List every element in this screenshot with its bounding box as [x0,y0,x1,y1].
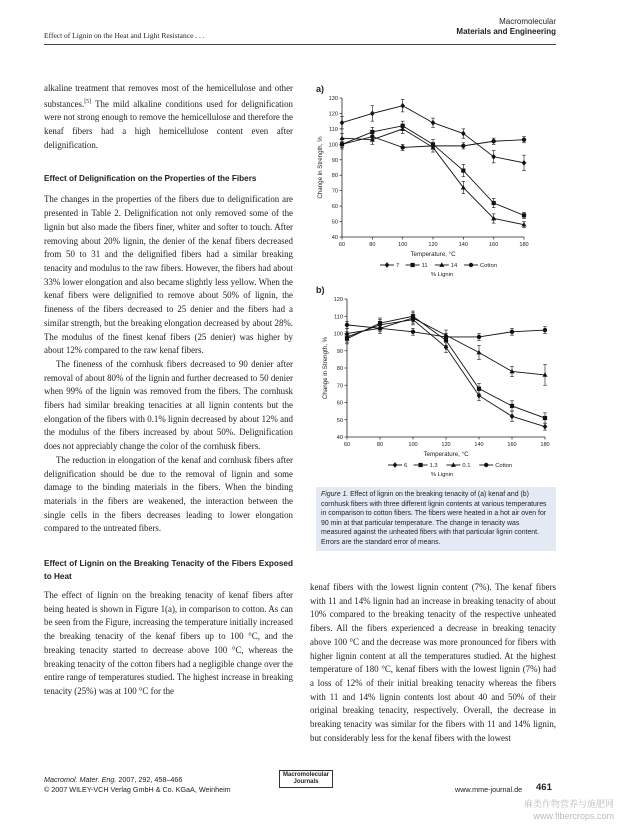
legend-label: 0.1 [462,463,471,469]
data-point [522,213,526,217]
legend-label: 1.3 [429,463,438,469]
data-point [419,463,423,467]
x-tick-label: 120 [428,242,438,248]
y-tick-label: 50 [331,219,338,226]
y-tick-label: 50 [336,417,343,424]
data-point [543,416,547,420]
x-tick-label: 120 [441,442,451,448]
data-point [378,326,382,330]
data-point [385,262,390,268]
running-title: Effect of Lignin on the Heat and Light Resistance . . . [44,31,205,40]
x-tick-label: 80 [376,442,384,448]
y-tick-label: 110 [329,126,338,133]
y-tick-label: 130 [328,96,338,102]
data-point [461,168,465,172]
legend-label: 7 [396,263,400,269]
data-point [484,463,488,467]
y-tick-label: 110 [334,314,343,321]
legend-item-11 [406,263,428,269]
citation [44,775,231,794]
y-tick-label: 100 [333,331,343,338]
x-tick-label: 100 [408,442,418,448]
legend-item-Cotton [479,463,512,469]
text-run: alkaline treatment that removes most of the hemicellulose and other substances. [44,83,293,109]
data-point [522,138,526,142]
data-point [370,111,375,117]
data-point [543,328,547,332]
x-tick-label: 140 [458,242,469,248]
data-point [340,120,345,126]
legend-item-6 [388,462,407,469]
figure-caption [316,487,556,551]
reference-marker[interactable]: [5] [84,98,92,105]
section-heading: Effect of Lignin on the Breaking Tenacity of the Fibers Exposed to Heat [44,559,293,582]
right-column [310,581,556,745]
y-axis-label: Change in Strength, % [322,336,329,400]
copyright: © 2007 WILEY-VCH Verlag GmbH & Co. KGaA, Weinheim [44,784,231,794]
x-axis-label: Temperature, °C [410,251,456,258]
paragraph [44,82,293,152]
logo-line: Journals [293,779,319,785]
watermark-line: 麻类作物营养与施肥网 [523,799,614,809]
left-column [44,82,293,699]
data-point [522,160,527,166]
y-tick-label: 80 [336,366,343,372]
x-tick-label: 160 [507,442,517,448]
legend-item-7 [380,262,399,269]
caption-text: Effect of lignin on the breaking tenacity of (a) kenaf and (b) cornhusk fibers with three different lignin contents at various temperatures in comparison to cotton fibers. The fibers were heated in a hot air oven for 90 min at that particular temperature. The change in tenacity was measured against the unheated fibers with that particular lignin content. Errors are the standard error of means. [321,491,547,546]
data-point [431,120,436,126]
data-point [510,404,514,408]
x-axis-label: Temperature, °C [423,451,469,458]
series-7 [340,100,527,171]
x-tick-label: 180 [540,442,550,448]
data-point [477,387,481,391]
data-point [340,142,344,146]
figure-panel-label-b: b) [316,285,325,295]
journal-name-line2: Materials and Engineering [456,27,556,36]
citation-journal: Macromol. Mater. Eng. [44,775,117,784]
journal-name [456,17,556,37]
chart-panel-a [314,90,556,286]
logo-line: Macromolecular [283,772,330,778]
data-point [393,462,398,468]
journal-url[interactable]: www.mme-journal.de [455,785,523,794]
data-point [510,413,515,419]
citation-details: 2007, 292, 458–466 [116,775,183,784]
data-point [461,144,465,148]
text-run: The mild alkaline conditions used for delignification were not strong enough to remove the hemicellulose and therefore the kenaf fibers had a high hemicellulose content even after delignification. [44,98,293,150]
x-tick-label: 160 [488,242,499,248]
x-tick-label: 140 [474,442,484,448]
legend-label: 6 [404,463,408,469]
journal-name-line1: Macromolecular [499,17,556,26]
y-tick-label: 80 [331,173,338,180]
y-tick-label: 120 [333,297,343,303]
data-point [340,135,345,140]
legend-item-14 [435,262,458,269]
y-tick-label: 70 [331,188,338,195]
legend-title: % Lignin [430,472,454,478]
x-tick-label: 60 [338,242,346,248]
y-tick-label: 90 [331,157,338,164]
data-point [510,330,514,334]
series-line [342,106,524,163]
legend-label: 11 [421,263,428,269]
legend-label: 14 [450,263,458,269]
data-point [469,263,473,267]
paragraph: kenaf fibers with the lowest lignin content (7%). The kenaf fibers with 11 and 14% lignin had an increase in breaking tenacity of about 10% compared to the breaking tenacity of the respective unheated fibers. All the fibers experienced a decrease in breaking tenacity above 100 °C and the decrease was more pronounced for fibers with higher lignin content at all the temperatures studied. At the highest temperature of 180 °C, kenaf fibers with the lowest lignin (7%) had a loss of 12% of their initial breaking tenacity whereas the fibers with 11 and 14% lignin contents lost about 40 and 50% of their original breaking tenacity, respectively. Overall, the decrease in breaking tenacity was similar for the fibers with 11 and 14% lignin, but considerably less for the kenaf fibers with the lowest [310,582,556,743]
data-point [543,424,548,430]
watermark-line: www.fibercrops.com [533,811,614,821]
paragraph: The reduction in elongation of the kenaf and cornhusk fibers after delignification should be due to the removal of lignin and some damage to the binding materials in the fibers. When the binding materials in the fibers are weakened, the interaction between the single cells in the fibers decreases leading to lower elongation compared to the untreated fibers. [44,454,293,534]
y-tick-label: 60 [336,400,343,407]
data-point [370,134,374,138]
paragraph: The effect of lignin on the breaking tenacity of kenaf fibers after being heated is shown in Figure 1(a), in comparison to cotton. As can be seen from the Figure, increasing the temperature initially increased the breaking tenacity of the kenaf fibers up to 100 °C, and the breaking tenacity started to decrease above 100 °C, whereas the breaking tenacity of the cotton fibers had a negligible change over the entire range of temperatures studied. The highest increase in breaking tenacity (25%) was at 100 °C for the [44,590,293,696]
x-tick-label: 60 [343,442,351,448]
chart-panel-b [314,291,556,487]
section-heading: Effect of Delignification on the Properties of the Fibers [44,174,257,184]
y-tick-label: 100 [328,142,338,149]
caption-label: Figure 1. [321,491,349,498]
legend-item-1.3 [414,463,438,469]
y-axis-label: Change in Strength, % [317,136,324,199]
data-point [345,323,349,327]
data-point [492,201,496,205]
legend-item-Cotton [464,263,497,269]
figure-panel-label-a: a) [316,84,325,94]
y-tick-label: 60 [331,204,338,211]
paragraph: The fineness of the cornhusk fibers decreased to 90 denier after removal of about 80% of the lignin and further decreased to 50 denier when 99% of the lignin was removed from the fibers. The cornhusk fibers had similar breaking tenacities at all lignin contents but the elongation of the fibers with 0.1% lignin decreased by about 12% and the modulus of the fibers increased by about 50%. Delignification does not appreciably change the color of the cornhusk fibers. [44,358,293,452]
legend-label: Cotton [495,463,513,469]
data-point [491,139,495,143]
x-tick-label: 80 [369,242,376,248]
data-point [411,263,415,267]
data-point [510,369,515,374]
data-point [461,131,466,137]
series-11 [340,121,526,218]
paragraph: The changes in the properties of the fibers due to delignification are presented in Table 2. Delignification not only removed some of the lignin but also made the fibers finer, whiter and softer to touch. After removing about 20% lignin, the denier of the kenaf fibers decreased from 50 to 31 and the delignified fibers had a similar breaking tenacity and modulus to the raw fibers. However, the fibers had about 33% lower elongation and also became slightly less yellow. When the kenaf fibers were delignified to remove about 50% of lignin, the fineness of the fibers decreased to 25 denier and the fibers had a similar strength, but the breaking elongation decreased by about 28%. The modulus of the finest kenaf fibers (25 denier) was higher by about 12% compared to the raw kenaf fibers. [44,194,293,356]
data-point [477,350,482,355]
legend-item-0.1 [446,462,470,469]
y-tick-label: 90 [336,348,343,355]
data-point [411,330,415,334]
page-number: 461 [536,782,552,793]
y-tick-label: 120 [328,111,338,118]
legend-label: Cotton [480,263,498,269]
data-point [400,103,405,109]
data-point [491,154,496,160]
data-point [400,145,404,149]
data-point [477,335,481,339]
data-point [431,144,435,148]
x-tick-label: 100 [397,242,408,248]
publisher-logo [279,770,333,788]
header-rule [44,44,556,45]
x-tick-label: 180 [519,242,529,248]
data-point [444,335,448,339]
y-tick-label: 70 [336,383,343,390]
legend-title: % Lignin [430,272,454,278]
watermark [524,798,614,822]
y-tick-label: 40 [336,435,343,441]
y-tick-label: 40 [331,235,338,241]
